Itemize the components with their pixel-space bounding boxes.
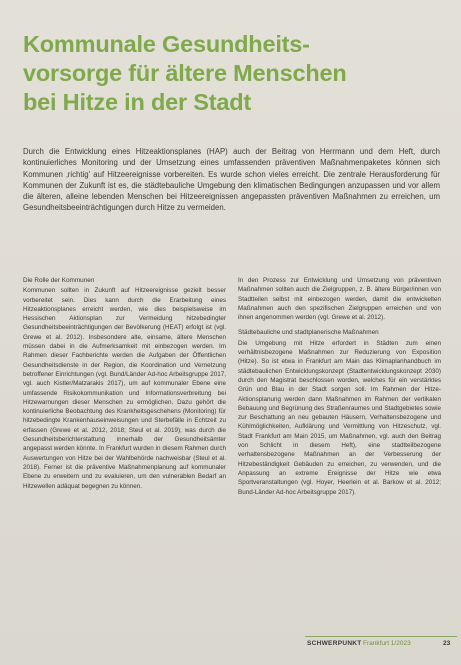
article-lead: Durch die Entwicklung eines Hitzeaktionsplanes (HAP) auch der Beitrag von Herrmann und dem Heft, durch kontinuierliches Monitoring und der Umsetzung eines umfassenden präventiven Maßnahmenpaketes können sich Kommunen ‚richtig' auf Hitzeereignisse vorbereiten. Es wurde schon vieles erreicht. Die zentrale Herausforderung für Kommunen der Zukunft ist es, die städtebauliche Umgebung den klimatischen Bedingungen anzupassen und vor allem die älteren, alleine lebenden Menschen bei Hitzeereignissen angepassten präventiven Maßnahmen zu erreichen, um Gesundheitsbeeinträchtigungen durch Hitze zu vermeiden.: [23, 147, 440, 213]
right-paragraph-2: Die Umgebung mit Hitze erfordert in Städten zum einen verhältnisbezogene Maßnahmen zur Reduzierung von Exposition (Hitze). So ist etwa in Frankfurt am Main das Klimaplanhandbuch im städtebaulichen Entwicklungskonzept (Stadtentwicklungskonzept 2030) durch den Magistrat beschlossen worden, welches für ein verstärktes Grün und Blau in der Stadt sorgen soll. Im Rahmen der Hitze-Aktionsplanung werden dann Maßnahmen im Rahmen der vertikalen Bebauung und Begrünung des Straßenraumes und Stadtgebietes sowie zur Beschattung an neu gebauten Häusern, Verhaltensbezogene und Kühlmöglichkeiten, Aufklärung und Vermittlung von Hitzeschutz, vgl. Stadt Frankfurt am Main 2015, um Maßnahmen, vgl. auch den Beitrag von Schlicht in diesem Heft), eine stadtteilbezogene verhaltensbezogene Maßnahmen an der Verbesserung der Hitzebeständigkeit Gebäuden zu erreichen, zu verwenden, und die Anpassung an extreme Ereignisse der Hitze wie etwa Sportveranstaltungen (vgl. Hoyer, Heerlein et al. Barkow et al. 2012; Bund-Länder Ad-hoc Arbeitsgruppe 2017).: [238, 339, 441, 496]
right-section-heading: Städtebauliche und stadtplanerische Maßnahmen: [238, 329, 379, 337]
footer-rule: [305, 636, 457, 637]
left-paragraph: Kommunen sollten in Zukunft auf Hitzeereignisse gezielt besser vorbereitet sein. Dies kann durch die Erarbeitung eines Hitzeaktionsplanes erreicht werden, wie dies beispielsweise im Hessischen Aktionsplan zur Vermeidung hitzebedingter Gesundheitsbeeinträchtigungen der Bevölkerung (HEAT) erfolgt ist (vgl. Grewe et al. 2012). Insbesondere alte, einsame, ältere Menschen müssen dabei in die Aufmerksamkeit mit einbezogen werden. Im Rahmen dieser Fachberichte werden die Aufgaben der Öffentlichen Gesundheitsdienste in der Region, die Koordination und Vernetzung betroffener Einrichtungen (vgl. Bund/Länder Ad-hoc Arbeitsgruppe 2017, vgl. auch Kistler/Matzarakis 2017), um auf kommunaler Ebene eine umfassende Risikokommunikation und Informationsverbreitung bei Hitzewarnungen dieser Menschen zu ermöglichen. Dazu gehört die kontinuierliche Beobachtung des Krankheitsgeschehens (Monitoring) für hitzebedingte Krankenhauseinweisungen und Sterbefälle in Echtzeit zu erfassen (Grewe et al. 2012, 2018; Steul et al. 2019), was durch die Gesundheitsberichterstattung innerhalb der Gesundheitsämter angepasst werden könnte. In Frankfurt wurden in diesem Rahmen durch Auswertungen von Hitze bei der Wahlbehörde nachweisbar (Steul et al. 2018). Ferner ist die präventive Maßnahmenplanung auf kommunaler Ebene zu erweitern und zu evaluieren, um den vulnerablen Bedarf an Hitzewellen adäquat begegnen zu können.: [23, 287, 226, 490]
right-column: [238, 276, 441, 503]
page-footer: [0, 634, 461, 650]
page-number: 23: [443, 640, 451, 647]
footer-issue: Frankfurt 1/2023: [363, 640, 411, 647]
right-paragraph-1: In den Prozess zur Entwicklung und Umsetzung von präventiven Maßnahmen sollten auch die Zielgruppen, z. B. ältere Bürger/innen von Stadtteilen selbst mit einbezogen werden, damit die entwickelten Maßnahmen auch den spezifischen Zielgruppen erreichen und von ihnen angenommen werden (vgl. Grewe et al. 2012).: [238, 277, 441, 322]
footer-section-label: SCHWERPUNKT: [307, 640, 362, 647]
title-line-1: Kommunale Gesundheits-: [23, 31, 310, 57]
left-column: [23, 276, 226, 497]
article-title: [23, 30, 443, 117]
title-line-3: bei Hitze in der Stadt: [23, 89, 252, 115]
title-line-2: vorsorge für ältere Menschen: [23, 60, 347, 86]
left-section-heading: Die Rolle der Kommunen: [23, 277, 95, 284]
